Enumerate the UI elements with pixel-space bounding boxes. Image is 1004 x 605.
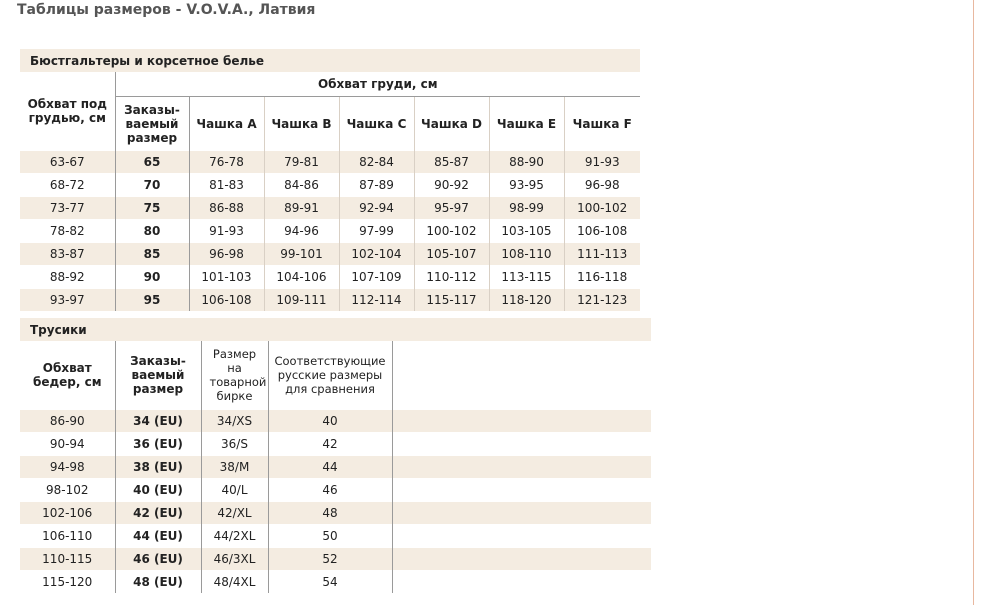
panties-order-size-header: [115, 341, 201, 409]
underbust-cell: 88-92: [20, 266, 115, 289]
panties-order-size-cell: 42 (EU): [115, 501, 201, 524]
panties-table-row: [20, 570, 651, 593]
bust-cell: 91-93: [189, 220, 264, 243]
bust-cell: 87-89: [339, 174, 414, 197]
panties-order-size-cell: 34 (EU): [115, 409, 201, 432]
order-size-cell: 95: [115, 289, 189, 312]
underbust-cell: 78-82: [20, 220, 115, 243]
hips-header: [20, 341, 115, 409]
tag-size-cell: 44/2XL: [201, 524, 268, 547]
bra-section-title: Бюстгальтеры и корсетное белье: [20, 49, 640, 72]
bust-cell: 105-107: [414, 243, 489, 266]
bust-cell: 90-92: [414, 174, 489, 197]
hips-cell: 115-120: [20, 570, 115, 593]
russian-size-header: [268, 341, 392, 409]
blank-cell: [392, 501, 651, 524]
tag-size-cell: 34/XS: [201, 409, 268, 432]
panties-order-size-cell: 36 (EU): [115, 432, 201, 455]
russian-size-cell: 42: [268, 432, 392, 455]
order-size-cell: 65: [115, 151, 189, 174]
underbust-cell: 73-77: [20, 197, 115, 220]
tag-size-cell: 46/3XL: [201, 547, 268, 570]
bra-table-row: [20, 220, 640, 243]
bust-cell: 103-105: [489, 220, 564, 243]
panties-table-row: [20, 478, 651, 501]
bust-cell: 108-110: [489, 243, 564, 266]
blank-cell: [392, 478, 651, 501]
panties-table-row: [20, 432, 651, 455]
tag-size-cell: 48/4XL: [201, 570, 268, 593]
hips-cell: 86-90: [20, 409, 115, 432]
bra-table-row: [20, 266, 640, 289]
hips-cell: 106-110: [20, 524, 115, 547]
blank-cell: [392, 570, 651, 593]
bust-cell: 113-115: [489, 266, 564, 289]
hips-cell: 110-115: [20, 547, 115, 570]
hips-cell: 102-106: [20, 501, 115, 524]
page-title: Таблицы размеров - V.O.V.A., Латвия: [17, 2, 316, 18]
bust-cell: 121-123: [564, 289, 640, 312]
bra-table-row: [20, 174, 640, 197]
bust-cell: 79-81: [264, 151, 339, 174]
panties-order-size-cell: 44 (EU): [115, 524, 201, 547]
hips-cell: 98-102: [20, 478, 115, 501]
bust-cell: 116-118: [564, 266, 640, 289]
bust-cell: 81-83: [189, 174, 264, 197]
bust-cell: 106-108: [564, 220, 640, 243]
panties-order-size-cell: 48 (EU): [115, 570, 201, 593]
hips-cell: 94-98: [20, 455, 115, 478]
blank-cell: [392, 547, 651, 570]
blank-cell: [392, 524, 651, 547]
bust-cell: 82-84: [339, 151, 414, 174]
bust-cell: 93-95: [489, 174, 564, 197]
bust-cell: 100-102: [414, 220, 489, 243]
bust-cell: 94-96: [264, 220, 339, 243]
tag-size-cell: 40/L: [201, 478, 268, 501]
tag-size-header-text: Размер на товарной бирке: [209, 346, 267, 403]
bust-header: Обхват груди, см: [115, 72, 640, 97]
bust-cell: 102-104: [339, 243, 414, 266]
underbust-cell: 83-87: [20, 243, 115, 266]
bust-cell: 109-111: [264, 289, 339, 312]
bust-cell: 85-87: [414, 151, 489, 174]
panties-section-title: Трусики: [20, 318, 651, 341]
bust-cell: 101-103: [189, 266, 264, 289]
russian-size-cell: 52: [268, 547, 392, 570]
cup-header: Чашка E: [489, 97, 564, 151]
bust-cell: 88-90: [489, 151, 564, 174]
bust-cell: 106-108: [189, 289, 264, 312]
order-size-header-text: Заказы-ваемый размер: [124, 102, 180, 145]
blank-cell: [392, 409, 651, 432]
russian-size-cell: 44: [268, 455, 392, 478]
panties-order-size-cell: 38 (EU): [115, 455, 201, 478]
bust-cell: 100-102: [564, 197, 640, 220]
bust-cell: 96-98: [189, 243, 264, 266]
russian-size-cell: 54: [268, 570, 392, 593]
panties-table-row: [20, 409, 651, 432]
cup-header: Чашка B: [264, 97, 339, 151]
underbust-cell: 93-97: [20, 289, 115, 312]
panties-order-size-cell: 46 (EU): [115, 547, 201, 570]
hips-header-text: Обхват бедер, см: [32, 360, 102, 389]
blank-cell: [392, 432, 651, 455]
russian-size-cell: 48: [268, 501, 392, 524]
blank-cell: [392, 341, 651, 409]
bust-cell: 118-120: [489, 289, 564, 312]
tag-size-cell: 42/XL: [201, 501, 268, 524]
hips-cell: 90-94: [20, 432, 115, 455]
panties-size-table: [20, 318, 651, 593]
underbust-header: [20, 72, 115, 151]
order-size-cell: 90: [115, 266, 189, 289]
bra-table-row: [20, 243, 640, 266]
bust-cell: 86-88: [189, 197, 264, 220]
underbust-cell: 68-72: [20, 174, 115, 197]
bust-cell: 99-101: [264, 243, 339, 266]
russian-size-cell: 50: [268, 524, 392, 547]
underbust-header-text: Обхват под грудью, см: [27, 97, 107, 125]
cup-header: Чашка D: [414, 97, 489, 151]
bust-cell: 96-98: [564, 174, 640, 197]
tag-size-cell: 36/S: [201, 432, 268, 455]
bust-cell: 111-113: [564, 243, 640, 266]
bust-cell: 112-114: [339, 289, 414, 312]
bust-cell: 92-94: [339, 197, 414, 220]
cup-header: Чашка C: [339, 97, 414, 151]
order-size-cell: 85: [115, 243, 189, 266]
blank-cell: [392, 455, 651, 478]
bust-cell: 107-109: [339, 266, 414, 289]
bust-cell: 110-112: [414, 266, 489, 289]
cup-header: Чашка F: [564, 97, 640, 151]
bust-cell: 95-97: [414, 197, 489, 220]
bra-table-row: [20, 197, 640, 220]
tag-size-cell: 38/M: [201, 455, 268, 478]
underbust-cell: 63-67: [20, 151, 115, 174]
bust-cell: 104-106: [264, 266, 339, 289]
bust-cell: 89-91: [264, 197, 339, 220]
bust-cell: 115-117: [414, 289, 489, 312]
cup-header: Чашка A: [189, 97, 264, 151]
order-size-header: [115, 97, 189, 151]
panties-order-size-cell: 40 (EU): [115, 478, 201, 501]
order-size-cell: 80: [115, 220, 189, 243]
panties-table-row: [20, 501, 651, 524]
right-divider: [973, 0, 974, 605]
bust-cell: 98-99: [489, 197, 564, 220]
order-size-cell: 70: [115, 174, 189, 197]
tag-size-header: [201, 341, 268, 409]
bra-size-table: [20, 49, 640, 311]
bust-cell: 76-78: [189, 151, 264, 174]
order-size-cell: 75: [115, 197, 189, 220]
bust-cell: 97-99: [339, 220, 414, 243]
panties-order-size-header-text: Заказы-ваемый размер: [130, 353, 186, 396]
panties-table-row: [20, 524, 651, 547]
bra-table-row: [20, 151, 640, 174]
panties-table-row: [20, 455, 651, 478]
bust-cell: 91-93: [564, 151, 640, 174]
russian-size-cell: 46: [268, 478, 392, 501]
bra-table-row: [20, 289, 640, 312]
russian-size-cell: 40: [268, 409, 392, 432]
russian-size-header-text: Соответствующие русские размеры для сравнения: [274, 353, 386, 396]
bust-cell: 84-86: [264, 174, 339, 197]
panties-table-row: [20, 547, 651, 570]
